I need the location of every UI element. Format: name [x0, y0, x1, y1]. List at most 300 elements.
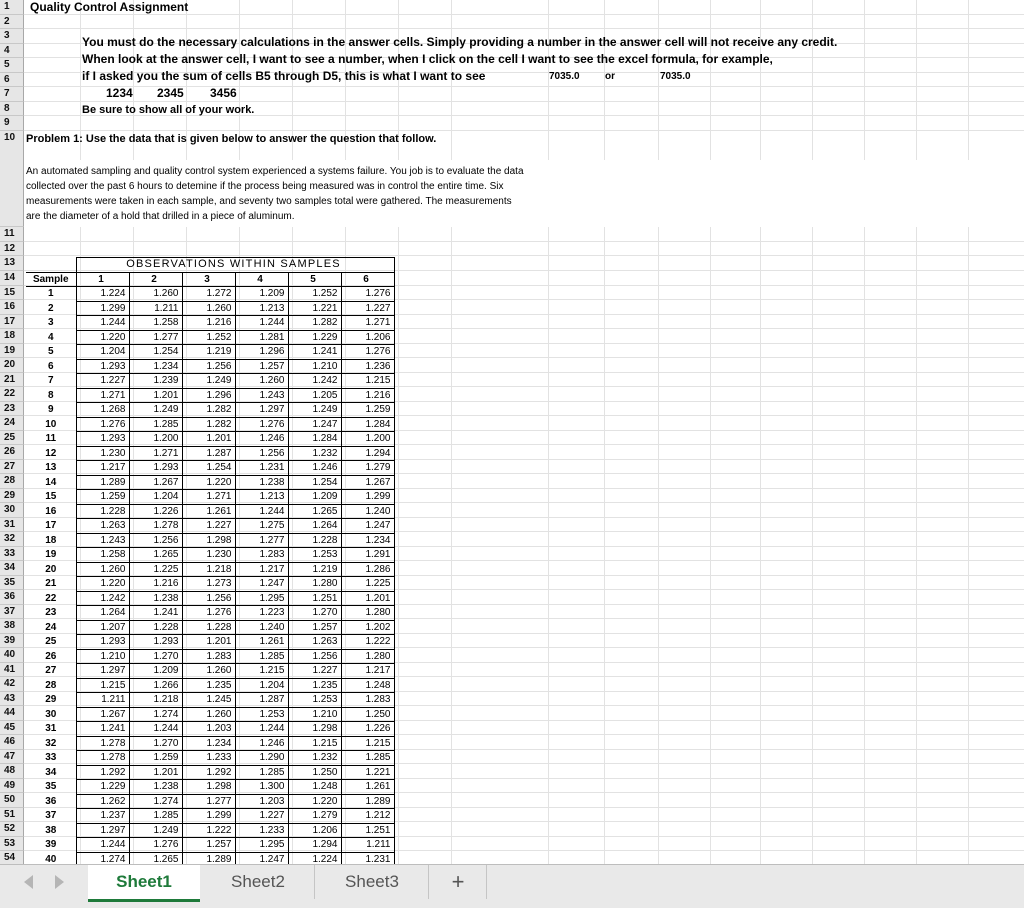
observation-cell[interactable]: 1.283 [341, 693, 394, 708]
observation-cell[interactable]: 1.226 [341, 722, 394, 737]
observation-cell[interactable]: 1.204 [235, 678, 288, 693]
observation-column-header[interactable]: 5 [288, 272, 341, 287]
observation-cell[interactable]: 1.276 [129, 838, 182, 853]
observation-cell[interactable]: 1.249 [182, 374, 235, 389]
row-header[interactable]: 33 [0, 547, 24, 562]
observation-cell[interactable]: 1.234 [182, 736, 235, 751]
row-header[interactable]: 30 [0, 503, 24, 518]
row-header[interactable]: 18 [0, 329, 24, 344]
observation-cell[interactable]: 1.209 [288, 490, 341, 505]
observation-cell[interactable]: 1.204 [76, 345, 129, 360]
observation-cell[interactable]: 1.201 [341, 591, 394, 606]
sample-number-cell[interactable]: 32 [26, 736, 76, 751]
row-header[interactable]: 21 [0, 373, 24, 388]
observation-cell[interactable]: 1.260 [129, 287, 182, 302]
observation-cell[interactable]: 1.238 [129, 591, 182, 606]
observation-cell[interactable]: 1.298 [182, 533, 235, 548]
observation-cell[interactable]: 1.215 [341, 374, 394, 389]
observation-cell[interactable]: 1.267 [341, 475, 394, 490]
observation-cell[interactable]: 1.274 [76, 852, 129, 867]
observation-cell[interactable]: 1.247 [341, 519, 394, 534]
observation-cell[interactable]: 1.276 [182, 606, 235, 621]
observation-cell[interactable]: 1.210 [76, 649, 129, 664]
row-header[interactable]: 51 [0, 808, 24, 823]
observation-cell[interactable]: 1.243 [76, 533, 129, 548]
observation-cell[interactable]: 1.264 [288, 519, 341, 534]
sample-number-cell[interactable]: 35 [26, 780, 76, 795]
sample-number-cell[interactable]: 6 [26, 359, 76, 374]
row-header[interactable]: 53 [0, 837, 24, 852]
sample-number-cell[interactable]: 8 [26, 388, 76, 403]
observation-cell[interactable]: 1.230 [182, 548, 235, 563]
observation-cell[interactable]: 1.225 [341, 577, 394, 592]
observation-cell[interactable]: 1.231 [341, 852, 394, 867]
sample-number-cell[interactable]: 23 [26, 606, 76, 621]
sample-column-header[interactable]: Sample [26, 272, 76, 287]
observation-cell[interactable]: 1.244 [235, 316, 288, 331]
observation-cell[interactable]: 1.267 [76, 707, 129, 722]
sample-number-cell[interactable]: 26 [26, 649, 76, 664]
row-header[interactable]: 14 [0, 271, 24, 286]
observation-cell[interactable]: 1.249 [129, 403, 182, 418]
observation-cell[interactable]: 1.227 [76, 374, 129, 389]
observation-cell[interactable]: 1.219 [182, 345, 235, 360]
row-header[interactable]: 7 [0, 87, 24, 102]
row-header[interactable]: 38 [0, 619, 24, 634]
sample-number-cell[interactable]: 15 [26, 490, 76, 505]
observation-cell[interactable]: 1.252 [182, 330, 235, 345]
observation-cell[interactable]: 1.254 [288, 475, 341, 490]
observation-cell[interactable]: 1.242 [76, 591, 129, 606]
observation-cell[interactable]: 1.257 [288, 620, 341, 635]
observation-cell[interactable]: 1.247 [288, 417, 341, 432]
tab-sheet3[interactable]: Sheet3 [316, 865, 429, 899]
observation-cell[interactable]: 1.227 [235, 809, 288, 824]
observation-cell[interactable]: 1.235 [182, 678, 235, 693]
observation-cell[interactable]: 1.252 [288, 287, 341, 302]
sample-number-cell[interactable]: 39 [26, 838, 76, 853]
observation-cell[interactable]: 1.295 [235, 591, 288, 606]
row-header[interactable]: 2 [0, 15, 24, 30]
observation-cell[interactable]: 1.299 [341, 490, 394, 505]
tab-sheet2[interactable]: Sheet2 [202, 865, 315, 899]
observation-cell[interactable]: 1.265 [129, 548, 182, 563]
observation-cell[interactable]: 1.211 [341, 838, 394, 853]
observation-cell[interactable]: 1.280 [341, 649, 394, 664]
observation-cell[interactable]: 1.232 [288, 751, 341, 766]
row-header[interactable]: 34 [0, 561, 24, 576]
observation-column-header[interactable]: 6 [341, 272, 394, 287]
observation-cell[interactable]: 1.256 [288, 649, 341, 664]
observation-cell[interactable]: 1.202 [341, 620, 394, 635]
observation-cell[interactable]: 1.265 [129, 852, 182, 867]
observation-cell[interactable]: 1.290 [235, 751, 288, 766]
observation-cell[interactable]: 1.254 [182, 461, 235, 476]
sample-number-cell[interactable]: 19 [26, 548, 76, 563]
row-header[interactable]: 49 [0, 779, 24, 794]
observation-cell[interactable]: 1.260 [182, 664, 235, 679]
observation-cell[interactable]: 1.227 [182, 519, 235, 534]
observation-cell[interactable]: 1.235 [288, 678, 341, 693]
observation-cell[interactable]: 1.200 [129, 432, 182, 447]
observation-cell[interactable]: 1.260 [182, 707, 235, 722]
sample-number-cell[interactable]: 38 [26, 823, 76, 838]
observation-cell[interactable]: 1.212 [341, 809, 394, 824]
observation-cell[interactable]: 1.203 [235, 794, 288, 809]
row-header[interactable]: 12 [0, 242, 24, 256]
observation-cell[interactable]: 1.276 [235, 417, 288, 432]
instruction-line-1[interactable]: You must do the necessary calculations in the answer cells. Simply providing a number in the answer cell will not receive any credit. [82, 35, 838, 49]
observation-cell[interactable]: 1.220 [288, 794, 341, 809]
observation-cell[interactable]: 1.244 [76, 838, 129, 853]
observation-cell[interactable]: 1.246 [288, 461, 341, 476]
sheet-title[interactable]: Quality Control Assignment [30, 0, 189, 14]
sample-number-cell[interactable]: 40 [26, 852, 76, 867]
row-header[interactable]: 3 [0, 29, 24, 44]
observation-cell[interactable]: 1.289 [341, 794, 394, 809]
observation-cell[interactable]: 1.217 [341, 664, 394, 679]
observation-cell[interactable]: 1.244 [76, 316, 129, 331]
sample-number-cell[interactable]: 17 [26, 519, 76, 534]
observation-cell[interactable]: 1.281 [235, 330, 288, 345]
observation-cell[interactable]: 1.285 [341, 751, 394, 766]
observation-cell[interactable]: 1.241 [129, 606, 182, 621]
observation-cell[interactable]: 1.279 [341, 461, 394, 476]
row-header[interactable]: 4 [0, 44, 24, 59]
example-formula-value[interactable]: 7035.0 [660, 71, 691, 82]
instruction-line-3[interactable]: if I asked you the sum of cells B5 through D5, this is what I want to see [82, 69, 486, 83]
observation-cell[interactable]: 1.213 [235, 490, 288, 505]
observation-cell[interactable]: 1.285 [235, 649, 288, 664]
observation-cell[interactable]: 1.229 [288, 330, 341, 345]
observation-cell[interactable]: 1.210 [288, 359, 341, 374]
observation-cell[interactable]: 1.211 [76, 693, 129, 708]
observation-cell[interactable]: 1.287 [182, 446, 235, 461]
sample-number-cell[interactable]: 20 [26, 562, 76, 577]
sample-number-cell[interactable]: 14 [26, 475, 76, 490]
observation-cell[interactable]: 1.271 [129, 446, 182, 461]
example-cell-d5[interactable]: 3456 [210, 86, 237, 100]
observation-cell[interactable]: 1.256 [182, 591, 235, 606]
observation-cell[interactable]: 1.244 [129, 722, 182, 737]
observation-cell[interactable]: 1.268 [76, 403, 129, 418]
observation-cell[interactable]: 1.280 [288, 577, 341, 592]
row-header[interactable]: 39 [0, 634, 24, 649]
row-header[interactable]: 25 [0, 431, 24, 446]
observation-cell[interactable]: 1.293 [76, 432, 129, 447]
observation-cell[interactable]: 1.246 [235, 432, 288, 447]
row-header[interactable]: 17 [0, 315, 24, 330]
observation-cell[interactable]: 1.274 [129, 794, 182, 809]
sample-number-cell[interactable]: 1 [26, 287, 76, 302]
observation-cell[interactable]: 1.217 [235, 562, 288, 577]
observation-cell[interactable]: 1.221 [288, 301, 341, 316]
row-header[interactable]: 29 [0, 489, 24, 504]
observation-cell[interactable]: 1.246 [235, 736, 288, 751]
observation-cell[interactable]: 1.250 [341, 707, 394, 722]
observation-cell[interactable]: 1.219 [288, 562, 341, 577]
observation-cell[interactable]: 1.228 [182, 620, 235, 635]
observation-cell[interactable]: 1.220 [76, 577, 129, 592]
row-header[interactable]: 20 [0, 358, 24, 373]
next-sheet-icon[interactable] [55, 875, 64, 889]
observation-cell[interactable]: 1.279 [288, 809, 341, 824]
observation-cell[interactable]: 1.247 [235, 852, 288, 867]
observation-cell[interactable]: 1.240 [235, 620, 288, 635]
observation-cell[interactable]: 1.200 [341, 432, 394, 447]
observation-cell[interactable]: 1.289 [76, 475, 129, 490]
row-header[interactable]: 54 [0, 851, 24, 866]
observation-cell[interactable]: 1.261 [182, 504, 235, 519]
observation-cell[interactable]: 1.244 [235, 504, 288, 519]
row-header[interactable]: 9 [0, 116, 24, 131]
observation-cell[interactable]: 1.292 [182, 765, 235, 780]
sample-number-cell[interactable]: 34 [26, 765, 76, 780]
observation-cell[interactable]: 1.227 [288, 664, 341, 679]
sample-number-cell[interactable]: 5 [26, 345, 76, 360]
observation-cell[interactable]: 1.206 [288, 823, 341, 838]
observation-cell[interactable]: 1.297 [76, 823, 129, 838]
observation-cell[interactable]: 1.254 [129, 345, 182, 360]
row-header[interactable]: 41 [0, 663, 24, 678]
observation-cell[interactable]: 1.239 [129, 374, 182, 389]
observation-cell[interactable]: 1.253 [235, 707, 288, 722]
row-header[interactable]: 8 [0, 102, 24, 117]
observation-cell[interactable]: 1.253 [288, 693, 341, 708]
observation-cell[interactable]: 1.285 [129, 417, 182, 432]
sample-number-cell[interactable]: 33 [26, 751, 76, 766]
sample-number-cell[interactable]: 2 [26, 301, 76, 316]
observation-cell[interactable]: 1.283 [235, 548, 288, 563]
observation-cell[interactable]: 1.248 [288, 780, 341, 795]
observation-cell[interactable]: 1.276 [76, 417, 129, 432]
observation-cell[interactable]: 1.277 [235, 533, 288, 548]
row-header[interactable]: 24 [0, 416, 24, 431]
example-cell-c5[interactable]: 2345 [157, 86, 184, 100]
observation-cell[interactable]: 1.263 [288, 635, 341, 650]
add-sheet-button[interactable]: + [430, 865, 487, 899]
observation-column-header[interactable]: 3 [182, 272, 235, 287]
observation-cell[interactable]: 1.278 [76, 736, 129, 751]
sample-number-cell[interactable]: 36 [26, 794, 76, 809]
observation-cell[interactable]: 1.203 [182, 722, 235, 737]
problem-description[interactable]: An automated sampling and quality control system experienced a systems failure. You job is to evaluate the data collected over the past 6 hours to detemine if the process being measured was in control the entire time. Six measurements were taken in each sample, and seventy two samples total were gathered. The measurements are the diameter of a hold that drilled in a piece of aluminum. [26, 166, 524, 222]
observation-cell[interactable]: 1.237 [76, 809, 129, 824]
observation-cell[interactable]: 1.243 [235, 388, 288, 403]
observation-cell[interactable]: 1.220 [76, 330, 129, 345]
row-header[interactable]: 5 [0, 58, 24, 73]
observation-cell[interactable]: 1.267 [129, 475, 182, 490]
sample-number-cell[interactable]: 16 [26, 504, 76, 519]
observation-cell[interactable]: 1.249 [288, 403, 341, 418]
observation-cell[interactable]: 1.259 [129, 751, 182, 766]
observation-cell[interactable]: 1.261 [235, 635, 288, 650]
observation-cell[interactable]: 1.249 [129, 823, 182, 838]
observation-cell[interactable]: 1.289 [182, 852, 235, 867]
observation-cell[interactable]: 1.276 [341, 287, 394, 302]
observation-cell[interactable]: 1.284 [341, 417, 394, 432]
row-header[interactable]: 37 [0, 605, 24, 620]
row-header[interactable]: 40 [0, 648, 24, 663]
row-header[interactable]: 28 [0, 474, 24, 489]
observation-cell[interactable]: 1.222 [341, 635, 394, 650]
row-header[interactable]: 19 [0, 344, 24, 359]
row-header[interactable]: 36 [0, 590, 24, 605]
observation-cell[interactable]: 1.293 [129, 461, 182, 476]
instruction-line-7[interactable]: Be sure to show all of your work. [82, 104, 255, 116]
sample-number-cell[interactable]: 28 [26, 678, 76, 693]
observation-cell[interactable]: 1.282 [288, 316, 341, 331]
observation-cell[interactable]: 1.278 [129, 519, 182, 534]
row-header[interactable]: 22 [0, 387, 24, 402]
observation-cell[interactable]: 1.209 [235, 287, 288, 302]
observation-cell[interactable]: 1.274 [129, 707, 182, 722]
observation-cell[interactable]: 1.231 [235, 461, 288, 476]
observation-cell[interactable]: 1.224 [288, 852, 341, 867]
row-header[interactable]: 47 [0, 750, 24, 765]
row-header[interactable]: 35 [0, 576, 24, 591]
observation-cell[interactable]: 1.233 [182, 751, 235, 766]
observation-cell[interactable]: 1.244 [235, 722, 288, 737]
sample-number-cell[interactable]: 27 [26, 664, 76, 679]
sample-number-cell[interactable]: 13 [26, 461, 76, 476]
observation-cell[interactable]: 1.263 [76, 519, 129, 534]
sample-number-cell[interactable]: 25 [26, 635, 76, 650]
observation-cell[interactable]: 1.298 [288, 722, 341, 737]
row-header[interactable]: 50 [0, 793, 24, 808]
row-header[interactable]: 26 [0, 445, 24, 460]
observation-cell[interactable]: 1.238 [235, 475, 288, 490]
row-header[interactable]: 1 [0, 0, 24, 15]
observation-cell[interactable]: 1.241 [76, 722, 129, 737]
observation-cell[interactable]: 1.291 [341, 548, 394, 563]
observation-cell[interactable]: 1.225 [129, 562, 182, 577]
observation-cell[interactable]: 1.247 [235, 577, 288, 592]
observation-cell[interactable]: 1.285 [129, 809, 182, 824]
observation-cell[interactable]: 1.256 [182, 359, 235, 374]
observation-cell[interactable]: 1.270 [129, 649, 182, 664]
row-header[interactable]: 11 [0, 227, 24, 242]
observation-cell[interactable]: 1.201 [182, 635, 235, 650]
observation-cell[interactable]: 1.222 [182, 823, 235, 838]
observation-cell[interactable]: 1.251 [288, 591, 341, 606]
observation-cell[interactable]: 1.262 [76, 794, 129, 809]
observation-cell[interactable]: 1.215 [288, 736, 341, 751]
observation-cell[interactable]: 1.201 [129, 388, 182, 403]
observation-cell[interactable]: 1.253 [288, 548, 341, 563]
observation-cell[interactable]: 1.266 [129, 678, 182, 693]
observation-cell[interactable]: 1.285 [235, 765, 288, 780]
sample-number-cell[interactable]: 18 [26, 533, 76, 548]
sample-number-cell[interactable]: 31 [26, 722, 76, 737]
observation-cell[interactable]: 1.261 [341, 780, 394, 795]
observation-cell[interactable]: 1.264 [76, 606, 129, 621]
observation-cell[interactable]: 1.260 [182, 301, 235, 316]
row-header[interactable]: 43 [0, 692, 24, 707]
prev-sheet-icon[interactable] [24, 875, 33, 889]
observation-cell[interactable]: 1.299 [182, 809, 235, 824]
observation-cell[interactable]: 1.220 [182, 475, 235, 490]
observation-cell[interactable]: 1.286 [341, 562, 394, 577]
observation-cell[interactable]: 1.282 [182, 417, 235, 432]
observation-cell[interactable]: 1.238 [129, 780, 182, 795]
observation-cell[interactable]: 1.218 [182, 562, 235, 577]
observation-cell[interactable]: 1.236 [341, 359, 394, 374]
observation-cell[interactable]: 1.201 [129, 765, 182, 780]
observation-cell[interactable]: 1.293 [76, 359, 129, 374]
observation-cell[interactable]: 1.228 [129, 620, 182, 635]
observation-cell[interactable]: 1.257 [235, 359, 288, 374]
observation-column-header[interactable]: 2 [129, 272, 182, 287]
observation-cell[interactable]: 1.256 [129, 533, 182, 548]
row-header[interactable]: 23 [0, 402, 24, 417]
observation-cell[interactable]: 1.216 [129, 577, 182, 592]
sample-number-cell[interactable]: 7 [26, 374, 76, 389]
observation-cell[interactable]: 1.284 [288, 432, 341, 447]
sample-number-cell[interactable]: 24 [26, 620, 76, 635]
observation-cell[interactable]: 1.299 [76, 301, 129, 316]
observations-group-header[interactable]: OBSERVATIONS WITHIN SAMPLES [76, 258, 394, 273]
sample-number-cell[interactable]: 21 [26, 577, 76, 592]
observation-cell[interactable]: 1.209 [129, 664, 182, 679]
observation-cell[interactable]: 1.298 [182, 780, 235, 795]
sample-number-cell[interactable]: 11 [26, 432, 76, 447]
observation-cell[interactable]: 1.271 [341, 316, 394, 331]
observation-cell[interactable]: 1.296 [235, 345, 288, 360]
observation-cell[interactable]: 1.229 [76, 780, 129, 795]
observation-cell[interactable]: 1.213 [235, 301, 288, 316]
row-header[interactable]: 13 [0, 256, 24, 271]
observation-cell[interactable]: 1.211 [129, 301, 182, 316]
blank-cell[interactable] [26, 258, 76, 273]
observation-cell[interactable]: 1.207 [76, 620, 129, 635]
observation-cell[interactable]: 1.230 [76, 446, 129, 461]
observation-cell[interactable]: 1.270 [129, 736, 182, 751]
sample-number-cell[interactable]: 3 [26, 316, 76, 331]
row-header[interactable]: 44 [0, 706, 24, 721]
observation-cell[interactable]: 1.234 [129, 359, 182, 374]
observation-cell[interactable]: 1.295 [235, 838, 288, 853]
observation-cell[interactable]: 1.215 [341, 736, 394, 751]
observation-cell[interactable]: 1.245 [182, 693, 235, 708]
observation-cell[interactable]: 1.232 [288, 446, 341, 461]
observation-cell[interactable]: 1.226 [129, 504, 182, 519]
observation-cell[interactable]: 1.228 [288, 533, 341, 548]
observation-cell[interactable]: 1.292 [76, 765, 129, 780]
row-header[interactable]: 6 [0, 73, 24, 88]
observation-cell[interactable]: 1.242 [288, 374, 341, 389]
row-header[interactable]: 10 [0, 131, 24, 228]
sample-number-cell[interactable]: 30 [26, 707, 76, 722]
observation-cell[interactable]: 1.206 [341, 330, 394, 345]
observation-cell[interactable]: 1.260 [76, 562, 129, 577]
sample-number-cell[interactable]: 12 [26, 446, 76, 461]
observation-cell[interactable]: 1.277 [129, 330, 182, 345]
observation-cell[interactable]: 1.294 [341, 446, 394, 461]
example-cell-b5[interactable]: 1234 [106, 86, 133, 100]
row-header[interactable]: 16 [0, 300, 24, 315]
observation-cell[interactable]: 1.227 [341, 301, 394, 316]
observation-cell[interactable]: 1.258 [129, 316, 182, 331]
observation-cell[interactable]: 1.204 [129, 490, 182, 505]
sample-number-cell[interactable]: 9 [26, 403, 76, 418]
row-header[interactable]: 45 [0, 721, 24, 736]
observation-cell[interactable]: 1.257 [182, 838, 235, 853]
observation-cell[interactable]: 1.293 [129, 635, 182, 650]
observation-cell[interactable]: 1.210 [288, 707, 341, 722]
observation-cell[interactable]: 1.240 [341, 504, 394, 519]
row-header[interactable]: 46 [0, 735, 24, 750]
